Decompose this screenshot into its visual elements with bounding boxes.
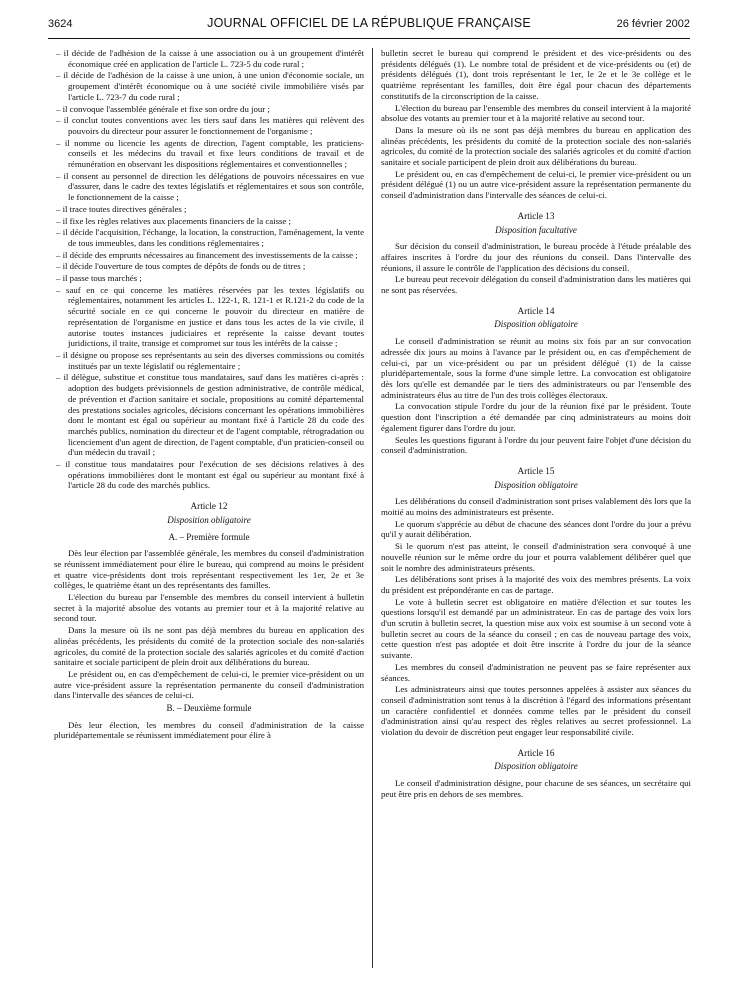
paragraph: Le conseil d'administration désigne, pour chacune de ses séances, un secrétaire qui peut être pris en dehors de ses membres. bbox=[381, 778, 691, 799]
paragraph: Si le quorum n'est pas atteint, le conseil d'administration sera convoqué à une nouvelle réunion sur le même ordre du jour et pourra valablement délibérer quel que soit le nombre des administrateurs présents. bbox=[381, 541, 691, 573]
paragraph: Les administrateurs ainsi que toutes personnes appelées à assister aux séances du conseil d'administration sont tenus à la discrétion à l'égard des informations présentant un caractère confidentiel et données comme telles par le président du conseil d'administration ainsi qu'au respect des règles relatives au secret professionnel. La violation du devoir de discrétion peut engager leur responsabilité civile. bbox=[381, 684, 691, 738]
paragraph: Dans la mesure où ils ne sont pas déjà membres du bureau en application des alinéas précédents, les présidents du comité de la protection sociale des non-salariés agricoles, du comité de la protection sociale des salariés agricoles et du comité d'action sanitaire et sociale participent de plein droit aux délibérations du bureau. bbox=[381, 124, 691, 168]
list-item: – il décide de l'adhésion de la caisse à une union, à une union d'économie sociale, un groupement d'intérêt économique ou à une société civile immobilière visés par l'article L. 723-7 du code rural ; bbox=[56, 70, 364, 102]
list-item: – il passe tous marchés ; bbox=[56, 273, 142, 284]
page-header bbox=[48, 16, 690, 36]
paragraph: Dans la mesure où ils ne sont pas déjà membres du bureau en application des alinéas précédents, les présidents du comité de la protection sociale des non-salariés agricoles, du comité de la protection sociale des salariés agricoles et du comité d'action sanitaire et sociale participent de plein droit aux délibérations du bureau. bbox=[54, 625, 364, 668]
list-item: – il convoque l'assemblée générale et fixe son ordre du jour ; bbox=[56, 103, 270, 114]
formule-heading: A. – Première formule bbox=[168, 531, 250, 542]
list-item: – il délègue, substitue et constitue tous mandataires, sauf dans les matières ci-après : adoption des budgets prévisionnels de gestion administrative, de contrôle médical, de prévention et d'action sanitaire et sociale, propositions au comité départemental des prestations sociales agricoles, décisions concernant les opérations immobilières dont le montant est égal ou supérieur au montant fixé à l'article 28 du code des marchés publics, nomination du directeur et de l'agent comptable, rétrogradation ou licenciement d'un agent de direction, de l'agent comptable, d'un praticien-conseil ou d'un médecin du travail ; bbox=[56, 372, 364, 458]
list-item: – il consent au personnel de direction les délégations de pouvoirs nécessaires en vue d'assurer, dans le cadre des textes législatifs et réglementaires et sous son contrôle, le fonctionnement de la caisse ; bbox=[56, 170, 364, 203]
formule-heading: B. – Deuxième formule bbox=[166, 703, 252, 714]
paragraph: Le conseil d'administration se réunit au moins six fois par an sur convocation adressée dix jours au moins à l'avance par le président ou, en cas d'empêchement de celui-ci, par un vice-président ou par un président délégué (1) de la caisse pluridépartementale, sous la forme d'une simple lettre. La convocation est obligatoire dès lors qu'elle est demandée par le tiers des administrateurs ou par l'ensemble des administrateurs élus au titre de l'un des trois collèges électoraux. bbox=[381, 336, 691, 400]
list-item: – il trace toutes directives générales ; bbox=[56, 203, 187, 214]
article-heading: Article 13 bbox=[517, 210, 555, 221]
header-rule bbox=[48, 38, 690, 39]
article-heading: Article 15 bbox=[517, 465, 555, 476]
article-heading: Article 12 bbox=[190, 501, 228, 512]
paragraph: Les délibérations du conseil d'administration sont prises valablement dès lors que la moitié au moins des administrateurs est présente. bbox=[381, 496, 691, 518]
paragraph: L'élection du bureau par l'ensemble des membres du conseil intervient à bulletin secret à la majorité absolue des votants au premier tour et à la majorité relative au second tour. bbox=[54, 592, 364, 624]
paragraph: Le vote à bulletin secret est obligatoire en matière d'élection et sur toutes les questions lorsqu'il est demandé par un administrateur. En cas de partage des voix lors d'un scrutin à bulletin secret, la question mise aux voix est soumise à un second vote à bulletin secret au cours de la séance du conseil ; en cas de nouveau partage des voix, cette question n'est pas adoptée et doit être inscrite à l'ordre du jour de la séance suivante. bbox=[381, 596, 691, 661]
paragraph: La convocation stipule l'ordre du jour de la réunion fixé par le président. Toute question dont l'inscription a été demandée par cinq administrateurs au moins doit également figurer dans l'ordre du jour. bbox=[381, 401, 691, 433]
journal-title: JOURNAL OFFICIEL DE LA RÉPUBLIQUE FRANÇAISE bbox=[207, 16, 531, 30]
list-item: – il décide des emprunts nécessaires au financement des investissements de la caisse ; bbox=[56, 249, 358, 260]
list-item: – il fixe les règles relatives aux placements financiers de la caisse ; bbox=[56, 215, 291, 226]
left-column bbox=[54, 48, 364, 742]
list-item: – il constitue tous mandataires pour l'exécution de ses décisions relatives à des opérations immobilières dont le montant est égal ou supérieur au montant fixé à l'article 28 du code des marchés publics. bbox=[56, 459, 364, 491]
page-number: 3624 bbox=[48, 18, 73, 30]
list-item: – il décide de l'adhésion de la caisse à une association ou à un groupement d'intérêt économique créé en application de l'article L. 723-5 du code rural ; bbox=[56, 48, 364, 69]
list-item: – il conclut toutes conventions avec les tiers sauf dans les matières qui relèvent des pouvoirs du directeur pour assurer le fonctionnement de l'organisme ; bbox=[56, 115, 364, 136]
list-item: – il nomme ou licencie les agents de direction, l'agent comptable, les praticiens-conseils et les médecins du travail et fixe leurs conditions de travail et de rémunération en observant les dispositions réglementaires et conventionnelles ; bbox=[56, 137, 364, 170]
paragraph: Les membres du conseil d'administration ne peuvent pas se faire représenter aux séances. bbox=[381, 661, 691, 683]
right-column bbox=[381, 48, 691, 801]
paragraph: L'élection du bureau par l'ensemble des membres du conseil intervient à la majorité absolue des votants au premier tour et à la majorité relative au second tour. bbox=[381, 102, 691, 124]
disposition-label: Disposition obligatoire bbox=[494, 319, 578, 330]
list-item: – il décide l'acquisition, l'échange, la location, la construction, l'aménagement, la vente de tous immeubles, dans les conditions réglementaires ; bbox=[56, 227, 364, 248]
column-divider bbox=[372, 48, 373, 968]
paragraph: Seules les questions figurant à l'ordre du jour peuvent faire l'objet d'une décision du conseil d'administration. bbox=[381, 434, 691, 456]
paragraph: bulletin secret le bureau qui comprend le président et des vice-présidents ou des présidents délégués (1). Le nombre total de président et de vice-présidents ou (et) de présidents délégués (1), dont trois représentant le 1er, le 2e et le 3e collège et le quatrième représentant les familles, doit être égal pour chacun des départements constitutifs de la circonscription de la caisse. bbox=[381, 48, 691, 101]
paragraph: Dès leur élection, les membres du conseil d'administration de la caisse pluridépartementale se réunissent immédiatement pour élire à bbox=[54, 719, 364, 741]
paragraph: Le quorum s'apprécie au début de chacune des séances dont l'ordre du jour a prévu qu'il y aurait délibération. bbox=[381, 518, 691, 540]
article-heading: Article 16 bbox=[517, 747, 555, 758]
paragraph: Le bureau peut recevoir délégation du conseil d'administration dans les matières qui ne sont pas réservées. bbox=[381, 274, 691, 296]
article-heading: Article 14 bbox=[517, 305, 555, 316]
paragraph: Le président ou, en cas d'empêchement de celui-ci, le premier vice-président ou un président délégué (1) ou un autre vice-président assure la représentation permanente du conseil d'administration dans l'intervalle des séances de celui-ci. bbox=[381, 168, 691, 201]
paragraph: Sur décision du conseil d'administration, le bureau procède à l'étude préalable des affaires inscrites à l'ordre du jour des réunions du conseil. Dans l'intervalle des réunions, il assure le contrôle de l'application des décisions du conseil. bbox=[381, 241, 691, 273]
disposition-label: Disposition obligatoire bbox=[494, 479, 578, 490]
paragraph: Les délibérations sont prises à la majorité des voix des membres présents. La voix du président est prépondérante en cas de partage. bbox=[381, 574, 691, 595]
disposition-label: Disposition obligatoire bbox=[494, 761, 578, 772]
paragraph: Dès leur élection par l'assemblée générale, les membres du conseil d'administration se réunissent immédiatement pour élire le bureau, qui comprend au moins le président et quatre vice-présidents dont trois représentant respectivement les 1er, 2e et 3e collèges, le quatrième étant un des représentants des familles. bbox=[54, 548, 364, 591]
paragraph: Le président ou, en cas d'empêchement de celui-ci, le premier vice-président ou un autre vice-président assure la représentation permanente du conseil d'administration dans l'intervalle des séances de celui-ci. bbox=[54, 668, 364, 701]
disposition-label: Disposition facultative bbox=[495, 224, 577, 235]
list-item: – sauf en ce qui concerne les matières réservées par les textes législatifs ou réglementaires, notamment les articles L. 122-1, R. 121-1 et R.121-2 du code de la sécurité sociale en ce qui concerne le pouvoir du directeur en matière de représentation de l'organisme en justice et dans tous les actes de la vie civile, il autorise toutes instances judiciaires et représente la caisse devant toutes juridictions, il traite, transige et compromet sur tous les intérêts de la caisse ; bbox=[56, 284, 364, 349]
disposition-label: Disposition obligatoire bbox=[167, 514, 251, 525]
list-item: – il décide l'ouverture de tous comptes de dépôts de fonds ou de titres ; bbox=[56, 261, 306, 272]
publication-date: 26 février 2002 bbox=[616, 18, 690, 30]
list-item: – il désigne ou propose ses représentants au sein des diverses commissions ou comités institués par un texte législatif ou réglementaire ; bbox=[56, 349, 364, 371]
